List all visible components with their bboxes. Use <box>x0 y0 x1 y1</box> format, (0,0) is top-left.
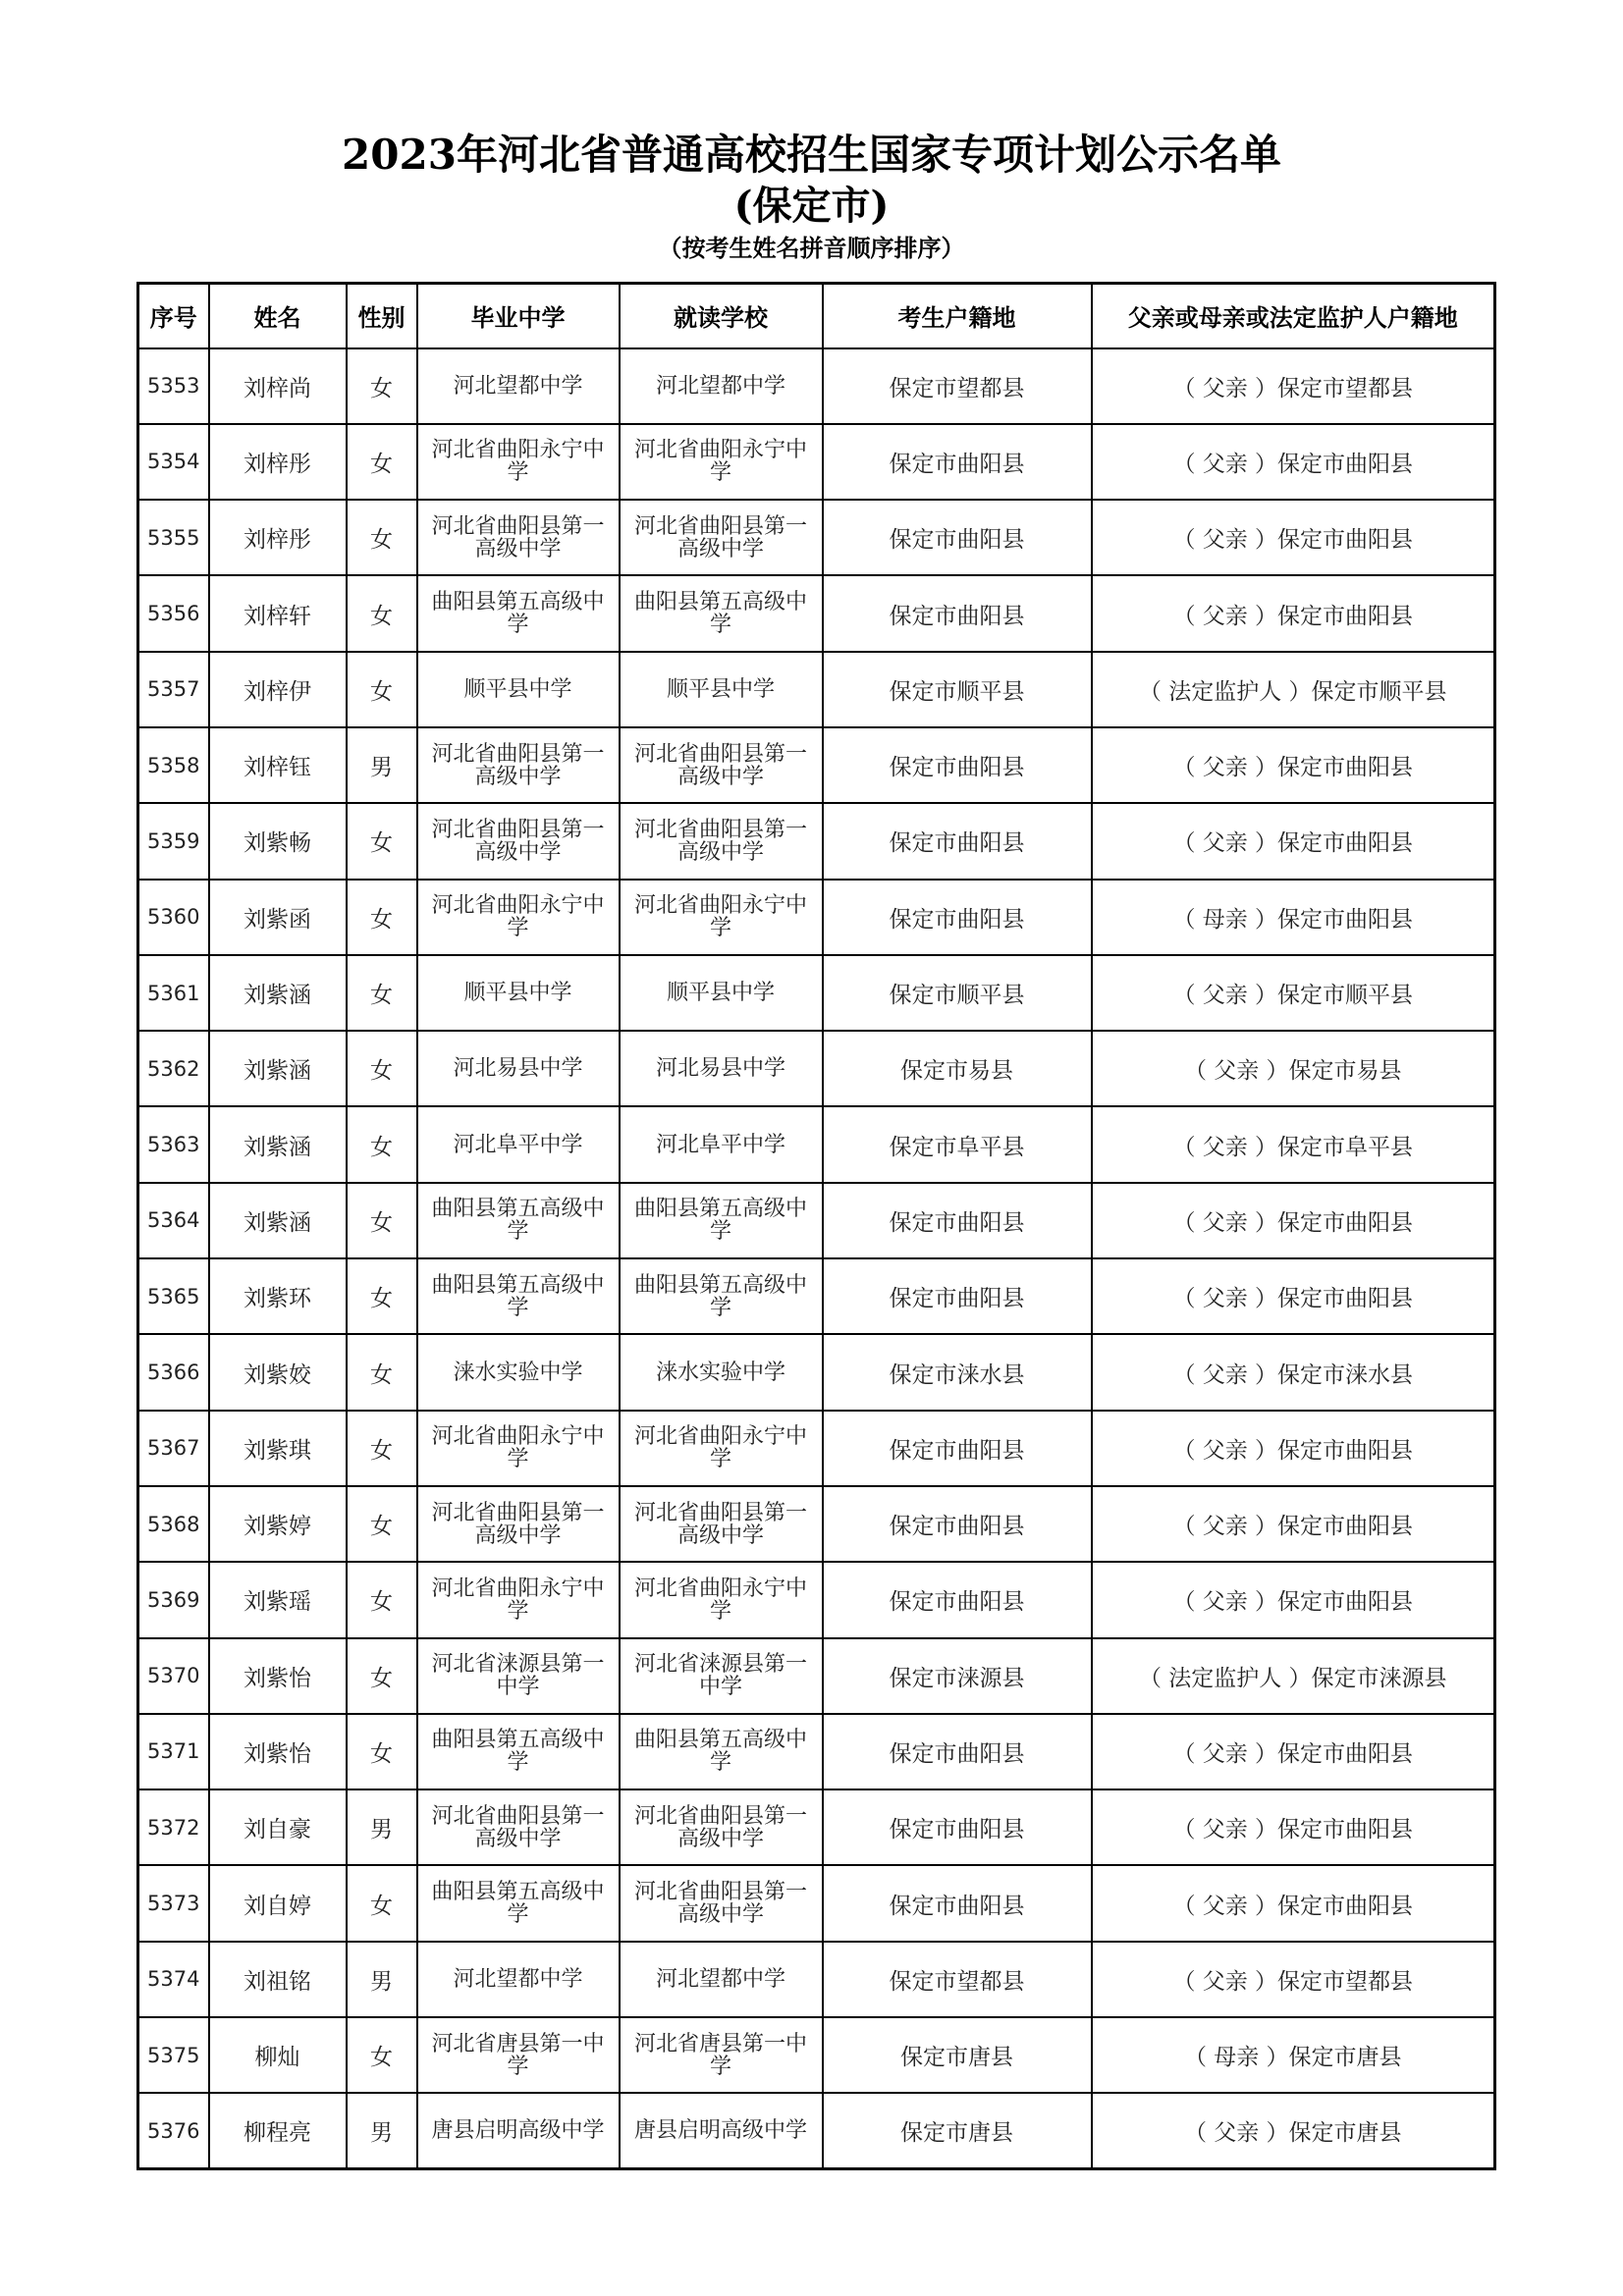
cell-serial: 5368 <box>138 1486 209 1562</box>
cell-student-hukou: 保定市涞源县 <box>823 1638 1092 1714</box>
table-row <box>138 1258 1495 1334</box>
cell-gender: 女 <box>347 424 417 500</box>
sort-note: （按考生姓名拼音顺序排序） <box>658 234 965 262</box>
cell-gender: 女 <box>347 1411 417 1486</box>
cell-name: 刘梓尚 <box>209 348 347 424</box>
header-serial: 序号 <box>138 284 209 348</box>
cell-serial: 5370 <box>138 1638 209 1714</box>
table-row <box>138 727 1495 803</box>
table-row <box>138 1942 1495 2017</box>
cell-name: 刘梓彤 <box>209 424 347 500</box>
cell-graduation-school: 河北省曲阳县第一高级中学 <box>417 1789 620 1865</box>
cell-guardian-hukou: （ 父亲 ）保定市曲阳县 <box>1092 1865 1495 1941</box>
cell-graduation-school: 河北省曲阳永宁中学 <box>417 880 620 955</box>
cell-name: 刘紫涵 <box>209 955 347 1031</box>
cell-serial: 5356 <box>138 575 209 651</box>
cell-student-hukou: 保定市曲阳县 <box>823 1865 1092 1941</box>
cell-graduation-school: 曲阳县第五高级中学 <box>417 1714 620 1789</box>
cell-name: 刘紫涵 <box>209 1031 347 1106</box>
cell-serial: 5372 <box>138 1789 209 1865</box>
cell-name: 刘紫涵 <box>209 1106 347 1182</box>
cell-guardian-hukou: （ 父亲 ）保定市曲阳县 <box>1092 1486 1495 1562</box>
cell-graduation-school: 顺平县中学 <box>417 955 620 1031</box>
cell-graduation-school: 曲阳县第五高级中学 <box>417 1183 620 1258</box>
cell-name: 刘紫函 <box>209 880 347 955</box>
cell-guardian-hukou: （ 父亲 ）保定市曲阳县 <box>1092 1411 1495 1486</box>
cell-gender: 女 <box>347 1562 417 1637</box>
header-student-hukou: 考生户籍地 <box>823 284 1092 348</box>
cell-current-school: 河北阜平中学 <box>620 1106 823 1182</box>
cell-current-school: 河北省涞源县第一中学 <box>620 1638 823 1714</box>
table-header-row <box>138 284 1495 348</box>
cell-graduation-school: 河北省涞源县第一中学 <box>417 1638 620 1714</box>
cell-graduation-school: 唐县启明高级中学 <box>417 2093 620 2168</box>
cell-gender: 女 <box>347 880 417 955</box>
cell-name: 刘梓伊 <box>209 652 347 727</box>
cell-serial: 5375 <box>138 2017 209 2093</box>
cell-student-hukou: 保定市望都县 <box>823 348 1092 424</box>
cell-graduation-school: 曲阳县第五高级中学 <box>417 1865 620 1941</box>
cell-guardian-hukou: （ 父亲 ）保定市曲阳县 <box>1092 575 1495 651</box>
cell-guardian-hukou: （ 父亲 ）保定市曲阳县 <box>1092 803 1495 879</box>
cell-gender: 女 <box>347 1486 417 1562</box>
cell-name: 刘梓轩 <box>209 575 347 651</box>
table-row <box>138 955 1495 1031</box>
cell-student-hukou: 保定市曲阳县 <box>823 575 1092 651</box>
cell-guardian-hukou: （ 母亲 ）保定市曲阳县 <box>1092 880 1495 955</box>
cell-serial: 5355 <box>138 500 209 575</box>
cell-guardian-hukou: （ 父亲 ）保定市望都县 <box>1092 1942 1495 2017</box>
table-row <box>138 2093 1495 2168</box>
cell-serial: 5360 <box>138 880 209 955</box>
cell-current-school: 曲阳县第五高级中学 <box>620 1183 823 1258</box>
cell-name: 刘紫姣 <box>209 1334 347 1410</box>
cell-graduation-school: 河北望都中学 <box>417 348 620 424</box>
cell-current-school: 曲阳县第五高级中学 <box>620 575 823 651</box>
cell-student-hukou: 保定市唐县 <box>823 2093 1092 2168</box>
cell-student-hukou: 保定市曲阳县 <box>823 1411 1092 1486</box>
cell-student-hukou: 保定市顺平县 <box>823 652 1092 727</box>
table-row <box>138 880 1495 955</box>
cell-gender: 女 <box>347 1865 417 1941</box>
cell-gender: 女 <box>347 348 417 424</box>
cell-guardian-hukou: （ 父亲 ）保定市顺平县 <box>1092 955 1495 1031</box>
cell-gender: 女 <box>347 1334 417 1410</box>
cell-current-school: 河北省唐县第一中学 <box>620 2017 823 2093</box>
cell-student-hukou: 保定市曲阳县 <box>823 1789 1092 1865</box>
cell-serial: 5361 <box>138 955 209 1031</box>
cell-guardian-hukou: （ 父亲 ）保定市曲阳县 <box>1092 424 1495 500</box>
cell-serial: 5354 <box>138 424 209 500</box>
roster-table <box>136 282 1496 2170</box>
cell-graduation-school: 河北阜平中学 <box>417 1106 620 1182</box>
cell-name: 刘祖铭 <box>209 1942 347 2017</box>
cell-student-hukou: 保定市望都县 <box>823 1942 1092 2017</box>
cell-current-school: 河北省曲阳永宁中学 <box>620 1562 823 1637</box>
cell-graduation-school: 涞水实验中学 <box>417 1334 620 1410</box>
cell-student-hukou: 保定市曲阳县 <box>823 1714 1092 1789</box>
cell-name: 刘紫瑶 <box>209 1562 347 1637</box>
cell-guardian-hukou: （ 父亲 ）保定市唐县 <box>1092 2093 1495 2168</box>
cell-serial: 5376 <box>138 2093 209 2168</box>
cell-name: 刘自豪 <box>209 1789 347 1865</box>
cell-student-hukou: 保定市曲阳县 <box>823 1486 1092 1562</box>
cell-gender: 男 <box>347 1942 417 2017</box>
table-row <box>138 575 1495 651</box>
table-row <box>138 1562 1495 1637</box>
cell-student-hukou: 保定市顺平县 <box>823 955 1092 1031</box>
cell-guardian-hukou: （ 母亲 ）保定市唐县 <box>1092 2017 1495 2093</box>
cell-serial: 5369 <box>138 1562 209 1637</box>
cell-student-hukou: 保定市易县 <box>823 1031 1092 1106</box>
cell-serial: 5366 <box>138 1334 209 1410</box>
cell-current-school: 河北易县中学 <box>620 1031 823 1106</box>
header-guardian-hukou: 父亲或母亲或法定监护人户籍地 <box>1092 284 1495 348</box>
table-row <box>138 2017 1495 2093</box>
cell-name: 刘紫怡 <box>209 1638 347 1714</box>
cell-serial: 5363 <box>138 1106 209 1182</box>
table-row <box>138 1106 1495 1182</box>
table-row <box>138 500 1495 575</box>
page-subtitle: (保定市) <box>733 183 890 229</box>
cell-student-hukou: 保定市涞水县 <box>823 1334 1092 1410</box>
cell-student-hukou: 保定市曲阳县 <box>823 1258 1092 1334</box>
cell-name: 刘紫怡 <box>209 1714 347 1789</box>
cell-graduation-school: 河北省曲阳县第一高级中学 <box>417 500 620 575</box>
table-row <box>138 1486 1495 1562</box>
cell-guardian-hukou: （ 父亲 ）保定市涞水县 <box>1092 1334 1495 1410</box>
cell-guardian-hukou: （ 父亲 ）保定市曲阳县 <box>1092 1183 1495 1258</box>
table-row <box>138 1031 1495 1106</box>
cell-current-school: 曲阳县第五高级中学 <box>620 1714 823 1789</box>
cell-guardian-hukou: （ 父亲 ）保定市曲阳县 <box>1092 1562 1495 1637</box>
cell-current-school: 河北省曲阳县第一高级中学 <box>620 1486 823 1562</box>
cell-serial: 5367 <box>138 1411 209 1486</box>
cell-graduation-school: 河北望都中学 <box>417 1942 620 2017</box>
cell-guardian-hukou: （ 父亲 ）保定市曲阳县 <box>1092 1714 1495 1789</box>
cell-name: 刘紫畅 <box>209 803 347 879</box>
cell-gender: 女 <box>347 500 417 575</box>
cell-graduation-school: 曲阳县第五高级中学 <box>417 575 620 651</box>
cell-name: 刘紫琪 <box>209 1411 347 1486</box>
table-row <box>138 803 1495 879</box>
cell-gender: 女 <box>347 1638 417 1714</box>
cell-current-school: 河北省曲阳永宁中学 <box>620 424 823 500</box>
cell-student-hukou: 保定市曲阳县 <box>823 424 1092 500</box>
cell-current-school: 涞水实验中学 <box>620 1334 823 1410</box>
cell-graduation-school: 曲阳县第五高级中学 <box>417 1258 620 1334</box>
cell-serial: 5353 <box>138 348 209 424</box>
cell-graduation-school: 河北省唐县第一中学 <box>417 2017 620 2093</box>
cell-graduation-school: 河北省曲阳永宁中学 <box>417 1411 620 1486</box>
cell-current-school: 唐县启明高级中学 <box>620 2093 823 2168</box>
cell-current-school: 河北省曲阳永宁中学 <box>620 880 823 955</box>
cell-gender: 男 <box>347 727 417 803</box>
cell-serial: 5371 <box>138 1714 209 1789</box>
cell-guardian-hukou: （ 父亲 ）保定市阜平县 <box>1092 1106 1495 1182</box>
cell-guardian-hukou: （ 父亲 ）保定市曲阳县 <box>1092 500 1495 575</box>
table-row <box>138 1411 1495 1486</box>
cell-graduation-school: 顺平县中学 <box>417 652 620 727</box>
table-row <box>138 348 1495 424</box>
cell-guardian-hukou: （ 父亲 ）保定市曲阳县 <box>1092 1258 1495 1334</box>
cell-serial: 5364 <box>138 1183 209 1258</box>
cell-serial: 5358 <box>138 727 209 803</box>
cell-graduation-school: 河北省曲阳县第一高级中学 <box>417 803 620 879</box>
cell-serial: 5359 <box>138 803 209 879</box>
header-name: 姓名 <box>209 284 347 348</box>
cell-gender: 女 <box>347 575 417 651</box>
table-row <box>138 1789 1495 1865</box>
cell-student-hukou: 保定市曲阳县 <box>823 1562 1092 1637</box>
cell-gender: 女 <box>347 1258 417 1334</box>
cell-graduation-school: 河北易县中学 <box>417 1031 620 1106</box>
header-graduation-school: 毕业中学 <box>417 284 620 348</box>
table-row <box>138 424 1495 500</box>
cell-student-hukou: 保定市阜平县 <box>823 1106 1092 1182</box>
cell-student-hukou: 保定市曲阳县 <box>823 727 1092 803</box>
cell-serial: 5374 <box>138 1942 209 2017</box>
cell-name: 刘紫婷 <box>209 1486 347 1562</box>
cell-name: 刘梓彤 <box>209 500 347 575</box>
table-row <box>138 1638 1495 1714</box>
cell-student-hukou: 保定市曲阳县 <box>823 803 1092 879</box>
cell-student-hukou: 保定市曲阳县 <box>823 500 1092 575</box>
table-row <box>138 1183 1495 1258</box>
cell-gender: 男 <box>347 2093 417 2168</box>
cell-guardian-hukou: （ 法定监护人 ）保定市顺平县 <box>1092 652 1495 727</box>
table-row <box>138 1334 1495 1410</box>
cell-student-hukou: 保定市唐县 <box>823 2017 1092 2093</box>
cell-name: 刘紫涵 <box>209 1183 347 1258</box>
cell-current-school: 河北省曲阳永宁中学 <box>620 1411 823 1486</box>
cell-name: 柳灿 <box>209 2017 347 2093</box>
cell-current-school: 河北省曲阳县第一高级中学 <box>620 1865 823 1941</box>
cell-guardian-hukou: （ 父亲 ）保定市望都县 <box>1092 348 1495 424</box>
cell-guardian-hukou: （ 父亲 ）保定市曲阳县 <box>1092 1789 1495 1865</box>
cell-gender: 女 <box>347 1714 417 1789</box>
cell-current-school: 顺平县中学 <box>620 652 823 727</box>
cell-gender: 女 <box>347 652 417 727</box>
cell-graduation-school: 河北省曲阳县第一高级中学 <box>417 727 620 803</box>
cell-name: 刘梓钰 <box>209 727 347 803</box>
cell-gender: 女 <box>347 803 417 879</box>
cell-serial: 5373 <box>138 1865 209 1941</box>
cell-guardian-hukou: （ 法定监护人 ）保定市涞源县 <box>1092 1638 1495 1714</box>
table-row <box>138 652 1495 727</box>
cell-student-hukou: 保定市曲阳县 <box>823 880 1092 955</box>
cell-guardian-hukou: （ 父亲 ）保定市易县 <box>1092 1031 1495 1106</box>
cell-name: 刘紫环 <box>209 1258 347 1334</box>
cell-current-school: 顺平县中学 <box>620 955 823 1031</box>
cell-serial: 5365 <box>138 1258 209 1334</box>
cell-gender: 女 <box>347 1106 417 1182</box>
cell-student-hukou: 保定市曲阳县 <box>823 1183 1092 1258</box>
cell-current-school: 河北省曲阳县第一高级中学 <box>620 1789 823 1865</box>
cell-serial: 5362 <box>138 1031 209 1106</box>
cell-gender: 女 <box>347 1183 417 1258</box>
cell-gender: 女 <box>347 2017 417 2093</box>
page-title: 2023年河北省普通高校招生国家专项计划公示名单 <box>342 131 1281 179</box>
cell-current-school: 河北望都中学 <box>620 348 823 424</box>
cell-current-school: 河北省曲阳县第一高级中学 <box>620 500 823 575</box>
cell-current-school: 河北省曲阳县第一高级中学 <box>620 727 823 803</box>
header-current-school: 就读学校 <box>620 284 823 348</box>
cell-gender: 男 <box>347 1789 417 1865</box>
cell-current-school: 曲阳县第五高级中学 <box>620 1258 823 1334</box>
table-row <box>138 1865 1495 1941</box>
cell-name: 柳程亮 <box>209 2093 347 2168</box>
cell-graduation-school: 河北省曲阳永宁中学 <box>417 424 620 500</box>
cell-graduation-school: 河北省曲阳县第一高级中学 <box>417 1486 620 1562</box>
cell-guardian-hukou: （ 父亲 ）保定市曲阳县 <box>1092 727 1495 803</box>
cell-name: 刘自婷 <box>209 1865 347 1941</box>
cell-serial: 5357 <box>138 652 209 727</box>
header-gender: 性别 <box>347 284 417 348</box>
cell-gender: 女 <box>347 955 417 1031</box>
cell-current-school: 河北望都中学 <box>620 1942 823 2017</box>
table-row <box>138 1714 1495 1789</box>
cell-gender: 女 <box>347 1031 417 1106</box>
cell-graduation-school: 河北省曲阳永宁中学 <box>417 1562 620 1637</box>
cell-current-school: 河北省曲阳县第一高级中学 <box>620 803 823 879</box>
